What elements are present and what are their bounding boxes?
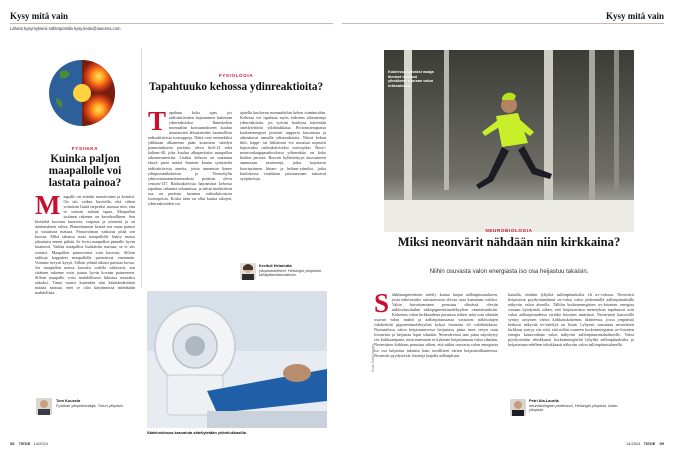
radiotherapy-caption: Sädehoidossa kasvainta säteilytetään ydinhiukkasilla. [147, 430, 247, 435]
right-author-role: neurobiologian professori, Helsingin yliopisto, Aalto-yliopisto. [529, 402, 619, 413]
right-dropcap: S [374, 292, 390, 318]
right-title: Miksi neonvärit nähdään niin kirkkaina? [397, 235, 621, 249]
article2-body-col1 [148, 110, 232, 282]
author-photo-kerttuli [240, 263, 256, 280]
article2-dropcap: T [148, 110, 167, 136]
left-column-separator [141, 48, 142, 288]
right-author [529, 399, 629, 413]
article2-author [259, 264, 329, 278]
left-section-title: Kysy mitä vain [10, 11, 69, 21]
left-footer-mag: TIEDE [18, 441, 31, 446]
right-footer-issue: 14/2024 [626, 441, 641, 446]
article1-author-name: Tom Kuusela [56, 398, 81, 403]
right-section-title: Kysy mitä vain [605, 11, 664, 21]
left-header-rule [10, 23, 333, 24]
radiotherapy-photo [147, 291, 327, 428]
earth-illustration [42, 58, 122, 128]
left-footer [10, 441, 48, 446]
article1-title: Kuinka paljon maapallolle voi lastata painoa? [48, 153, 122, 189]
article1-body-text: Maapallon sisäinen rakenne on kerroksellinen. Sen kivikehä koostuu kuoresta, vaipasta ja ytimestä ja on äärimmäisen vahva. Planeettamme kestää sen omaa painoa ja vastaavaa massaa. Pamovoiman vaikutus pitää sen koossa. Mikä tahansa suuri maapallolle lisätty massa jakautuisi ennen pitkää. Se levisi maapallon pinnalle hyvin tasaisesti. Vaikka maapalloa lisättäisiin massaa, se ei siis sortuisi. Maapallon pamovoima vain kasvaisi. Silloin sakkoja kappaleet maapallolla painaisivat enemmän. Voimme tietysti kysyä. Silloin ydintä alkaisi puristaa kovaa. Jos maapallon massa kasvaisi todella valtavasti, sen sisäinen rakenne voisi joutua hyvin kovaan paineeseen. Silloin maapallo voisi mahdollisesti luhistua mustaksi aukoksi. Tämä vaatisi kuitenkin niin käsittämättömiä määriä massaa, ettei se olisi käytännössä mitenkään mahdollista. [35, 209, 135, 295]
right-body-col1 [374, 292, 498, 440]
right-body-text: Kokemus valon kirkkaudesta perustuu siihen, mitä osin silmään osuvan valon määrä ja aallonpituusaasta vastaavat näkösolujen valoherkiin pigmentimolekyylien kykyä fotoneita eli valohiukkasia. Normaalissa valon heijastumisessa heijastava pinta imee tietyn osan fotoneista ja heijastaa loput silmään. Neonväreissä taas pinta näyttäytyy siis kirkkaampana, mitä enemmän se kykenee heijastamaan valoa silmään. Neonvärien kirkkaus perustuu siihen, että niihin osuvasta valon energiasta iso osa heijastuu takaisin kuin tavallisten värien heijastusdilanteessa. Neonväri pyydystävät fotoneja laajalta aallonpituus [374, 312, 498, 358]
photo-caption: Kokeessa kuivaksi maaja ihmiset nostivat ylimäkeen suoraan valon eräsvalossa. [388, 70, 434, 88]
article1-author [56, 399, 136, 408]
right-kicker: NEUROBIOLOGIA [485, 228, 533, 233]
right-footer [626, 441, 664, 446]
article2-author-name: Kerttuli Helariutta [259, 263, 292, 268]
left-footer-issue: 14/2024 [33, 441, 48, 446]
right-subtitle: Niihin osuvasta valon energiasta iso osa heijastuu takaisin. [429, 268, 589, 275]
article2-kicker: FYSIOLOGIA [218, 73, 254, 78]
author-photo-tom [36, 398, 52, 415]
right-body-col2: kastalla, etenkin lyhyiltä aallonpituuksilta eli uv-valossa. Neonvärit heijastavat pyydystämäänsä uv-valoa valoa pidemmillä aallonpituuksilla näkyvän valon alueella. Tällöin korkeaenergisten uv-fotonien energiaa vastaan hyödyntää siihen, että heijastuvassa menetykset tapahtuvat osin valon aallonpituudessa eivätkä fotonien määrässä. Neonväreji katsovalle syntyy arityisen vahva kirkkauskokemus tilanteessa, jossa ympäristä heikosti näkyvää uv-säteilyä on lisinä. Lyhyesti sanottuna neonvärien kirkkaus syntyy siis siitä, että niihin osuneen korkeaenergisten uv-fotonien energia kanavoidaan valon näkyvän aallonpituusmalualueelle. Valoa pyydystetään tehokkaasti korkeaenergisiltä lyhyiltä aallonpituuksilta ja heijastetaan edelleen tehokkaasti näkyvän valon aallonpituusalueella. [508, 292, 634, 348]
article2-author-role: yliopistonlehtori, Helsingin yliopiston kiihdyttimölaboratorio. [259, 267, 322, 278]
article1-kicker: FYSIIKKA [71, 146, 99, 151]
right-body-first: ähkömagneettinen säteily kattaa laajan aallonpituusalueen, josta näkövastike aistiastavasta olevaa osaa kutsutaan valoksi. Valon havaitseminen perustuu silmässä oleviin näkösolusoluihin näköpigmenttimolekyylien ominaisuuksiin. [392, 292, 498, 313]
article2-body-text: Näitä ovat esimerkiksi ydikkaan alkaneena pään kosmisen säteilyn pommituksesta peräisin oleva hiili-14 sekä kalium-40, joka kuuluu alkuperäisiin maapallon rakenneaineisiin. Lisäksi kehoon on saattanut eksyä pieni määrä ihmisen kautta syntyneitä radioaktiivisia aineita, joista tunnetuin lienee ydinpommikokeista ja Tšernobylin ydinvoimaonnettomuudesta peräisin oleva cesium-137. Radioaktiivisia hajoamisia kehossa tapahtuu tuhansia sekunnissa, ja niistä merkittävin osa on peräisin luonnon radioaktiivisista isotoopeista. Koska näin on ollut kautta aikojen, ydinreaktioiden voi [148, 135, 232, 206]
right-footer-mag: TIEDE [643, 441, 656, 446]
right-footer-page: 59 [659, 441, 664, 446]
article1-body [35, 194, 135, 390]
article1-dropcap: M [35, 194, 61, 220]
left-footer-page: 58 [10, 441, 15, 446]
submission-email: Lähetä kysymyksesi sähköpostilla kysy.tiede@sanoma.com [10, 26, 121, 31]
article2-body-col2: ajatella kuuluvan normaaleihin kehon toimintoihin. Kehossa voi tapahtua myös erikseen aiheutettuja ydinreaktioita, jos syövän hoidossa käytetään säteilytettäviä ydinhiukkasia. Protonisterapiassa korkeaenergiset protonit tappavat kasvaimia ja aiheuttavat samalla ydinreaktioita. Niissä kehon hiili, happi- tai hiiliatomi voi muuttua nopeasti hajoavaksi radioaktiiviseksi isotoopiksi. Boori-neutronikaappaushoidossa ydinreaktio on koko hoidon peruste. Booriin kyllästettyyn kasvaimeen ammutaan neutroneja, jotka hajottavat boorinytimen litium- ja helium-ytimiksi, jotka kuolokessa vauhtiaan jaruttaessaan tuhoavat syöpäsoluja. [240, 110, 326, 181]
author-photo-petri [510, 399, 526, 416]
article2-title: Tapahtuuko kehossa ydinreaktioita? [148, 81, 324, 93]
right-author-name: Petri Ala-Laurila [529, 398, 559, 403]
photo-credit: Kuva: Getty Images [371, 344, 375, 372]
article1-author-role: Fysiikan yliopistotutkija, Turun yliopisto. [56, 402, 124, 408]
article2-body-first: apahtuu koko ajan, jos radioaktiivinen hajoaminen lasketaan ydinreaktioksi. Ihmiskehon normaaliin koostumukseen kuuluu muutamien alkuaineiden luonnollisia radioaktiivisia isotooppeja. [148, 110, 232, 141]
right-header-rule [342, 23, 664, 24]
article1-body-first: aapallo on erittäin massiivinen ja kestävä. On siis vaikea kuvitella, että siihen voitaisiin lisätä tarpeeksi massaa niin, että se sortuisi mitään tapaa. [63, 194, 135, 215]
